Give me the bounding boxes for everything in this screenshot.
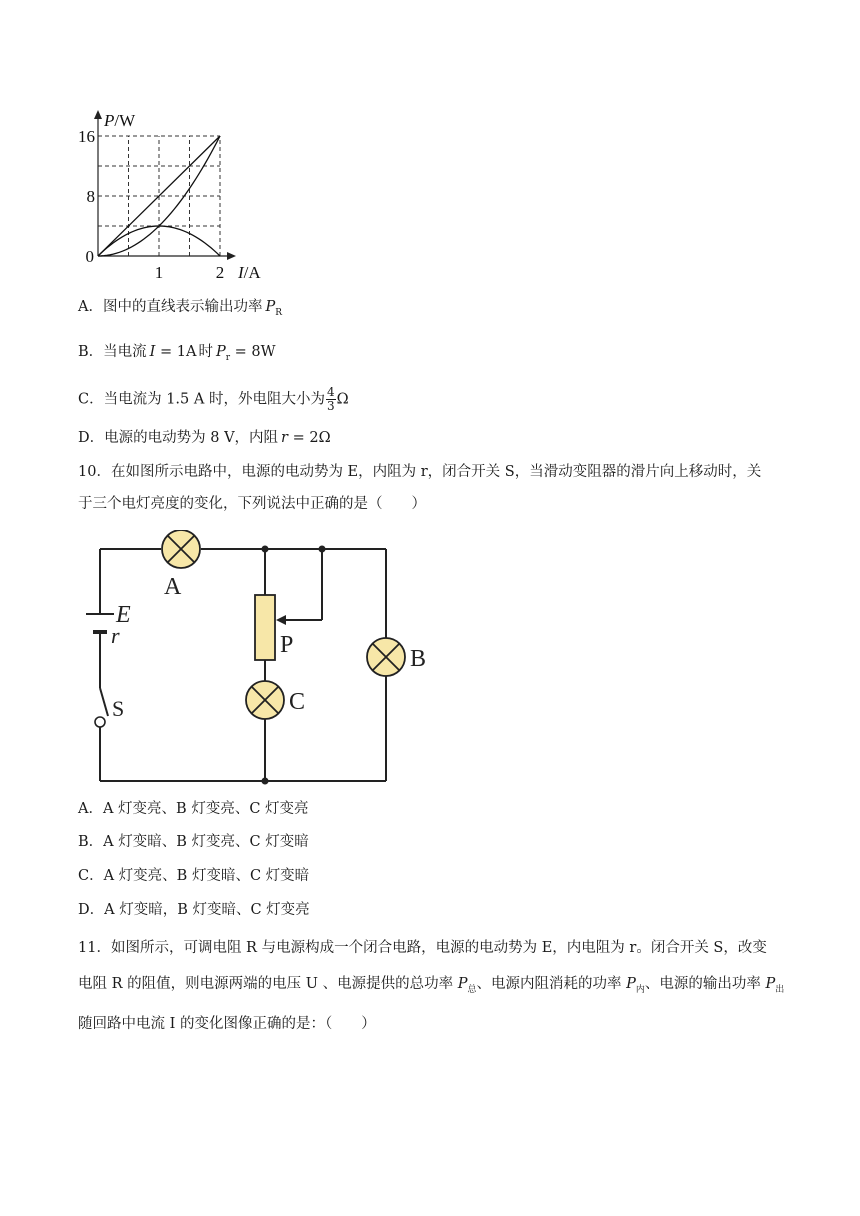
- x-tick-label: 1: [154, 263, 164, 280]
- lamp-a-icon: [162, 530, 200, 568]
- q11-stem-line3: 随回路中电流 I 的变化图像正确的是：（ ）: [78, 1016, 376, 1032]
- switch-label: S: [112, 696, 125, 721]
- q10-option-d: D．A 灯变暗，B 灯变暗、C 灯变亮: [78, 902, 310, 918]
- rheostat-label: P: [280, 632, 294, 658]
- q9-option-c: C．当电流为 1.5 A 时，外电阻大小为 $\frac{4}{3}$ Ω: [78, 385, 349, 413]
- lamp-c-label: C: [289, 689, 306, 715]
- x-axis-label: I/A: [238, 263, 261, 280]
- y-tick-label: 16: [78, 127, 95, 146]
- power-current-chart: [70, 110, 280, 280]
- q11-stem-line1: 11．如图所示，可调电阻 R 与电源构成一个闭合电路，电源的电动势为 E，内电阻为 r。闭合开关 S，改变: [78, 940, 767, 956]
- lamp-b-label: B: [410, 646, 427, 672]
- emf-label: E: [116, 602, 131, 628]
- chart-axes: [94, 110, 236, 260]
- x-tick-label: 2: [215, 263, 225, 280]
- origin-label: 0: [85, 247, 94, 266]
- junction-dot: [262, 778, 269, 785]
- fraction: $\frac{4}{3}$: [326, 385, 335, 413]
- slider-arrowhead: [276, 615, 286, 625]
- q10-option-b: B．A 灯变暗、B 灯变亮、C 灯变暗: [78, 834, 309, 850]
- junction-dot: [262, 546, 269, 553]
- y-tick-label: 8: [86, 187, 95, 206]
- y-axis-label: P/W: [104, 111, 136, 130]
- internal-resistance-label: r: [111, 623, 120, 648]
- lamp-b-icon: [367, 638, 405, 676]
- q9-option-b: B．当电流 I = 1A 时 $P_r = 8W$: [78, 344, 276, 363]
- q9-option-a: A．图中的直线表示输出功率 $P_R$: [78, 299, 283, 318]
- q10-option-c: C．A 灯变亮、B 灯变暗、C 灯变暗: [78, 868, 310, 884]
- circuit-wires: [100, 549, 386, 781]
- switch-contact-icon: [95, 717, 105, 727]
- q9-option-d: D．电源的电动势为 8 V，内阻 r = 2Ω: [78, 430, 331, 446]
- circuit-diagram: [80, 530, 450, 790]
- rheostat-icon: [255, 595, 275, 660]
- q10-stem-line2: 于三个电灯亮度的变化，下列说法中正确的是（ ）: [78, 496, 426, 512]
- q10-stem-line1: 10．在如图所示电路中，电源的电动势为 E，内阻为 r，闭合开关 S，当滑动变阻器的滑片向上移动时，关: [78, 464, 762, 480]
- lamp-a-label: A: [164, 574, 182, 600]
- battery-icon: [86, 614, 114, 632]
- junction-dot: [319, 546, 326, 553]
- q10-option-a: A．A 灯变亮、B 灯变亮、C 灯变亮: [78, 801, 309, 817]
- lamp-c-icon: [246, 681, 284, 719]
- q11-stem-line2: 电阻 R 的阻值，则电源两端的电压 U 、电源提供的总功率 $P_总$、电源内阻消耗的功率 $P_内$、电源的输出功率 $P_出$: [78, 976, 785, 995]
